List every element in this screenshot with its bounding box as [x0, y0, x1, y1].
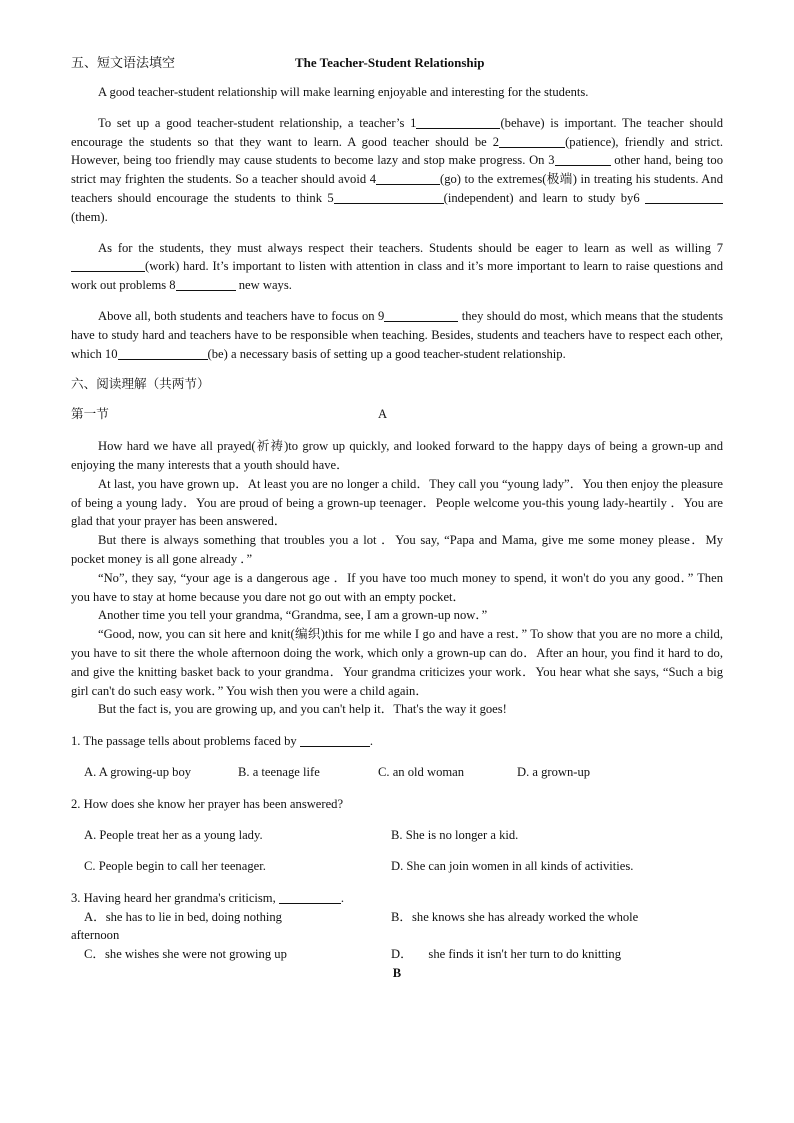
cloze-paragraph-1: To set up a good teacher-student relationship, a teacher’s 1 (behave) is important. The teacher should encourage the students so that they want to learn. A good teacher should be 2 (patience), friendly and strict. However, being too friendly may cause students to become lazy and stop make progress. On 3 other hand, being too strict may frighten the students. So a teacher should avoid 4 (go) to the extremes(极端) in treating his students. And teachers should encourage the students to think 5 (independent) and learn to study by6 (them).	[71, 115, 724, 224]
reading-paragraph: “No”, they say, “your age is a dangerous age ．If you have too much money to spend, it won't do you any good．” Then you have to stay at home because you dare not go out with an empty pocket．	[71, 570, 723, 604]
part-label: 第一节	[71, 407, 109, 422]
reading-paragraph: How hard we have all prayed(祈祷)to grow up quickly, and looked forward to the happy days of being a grown-up and enjoying the many interests that a youth should have．	[71, 439, 723, 472]
blank-7	[71, 258, 145, 272]
question-2-options	[71, 826, 723, 877]
reading-paragraph: At last, you have grown up．At least you are no longer a child．They call you “young lady”．You then enjoy the pleasure of being a young lady．You are proud of being a grown-up teenager．People welcome you-this young lady-heartily ．You are glad that your prayer has been answered．	[71, 476, 723, 529]
option-b[interactable]: B. She is no longer a kid.	[391, 827, 519, 842]
blank-2	[499, 134, 565, 148]
blank-5	[334, 190, 444, 204]
option-c[interactable]: C. People begin to call her teenager.	[84, 859, 266, 874]
option-c[interactable]: C．she wishes she were not growing up	[84, 947, 287, 962]
option-a-wrap: afternoon	[71, 928, 120, 943]
part-header	[71, 405, 723, 425]
blank-6	[645, 190, 723, 204]
passage-title: The Teacher-Student Relationship	[295, 55, 485, 70]
option-b[interactable]: B. a teenage life	[238, 764, 320, 779]
reading-paragraph: “Good, now, you can sit here and knit(编织)this for me while I go and have a rest．” To show that you are no more a child, you have to sit there the whole afternoon doing the work, which only a grown-up can do．After an hour, you find it hard to do, and give the knitting basket back to your grandma．Your grandma criticizes your work．You hear what she says, “Such a big girl can't do such easy work．” You wish then you were a child again．	[71, 627, 723, 698]
blank-10	[118, 346, 208, 360]
passage-label: A	[378, 407, 388, 422]
option-a[interactable]: A. A growing-up boy	[84, 764, 192, 779]
section-5-title: 五、短文语法填空	[71, 55, 176, 70]
question-3-stem: 3. Having heard her grandma's criticism, .	[71, 891, 345, 906]
blank-9	[384, 308, 458, 322]
blank-1	[416, 115, 500, 129]
question-3-options	[71, 908, 723, 927]
option-a[interactable]: A．she has to lie in bed, doing nothing	[84, 909, 282, 924]
option-c[interactable]: C. an old woman	[378, 764, 465, 779]
cloze-paragraph-3: Above all, both students and teachers have to focus on 9 they should do most, which means that the students have to study hard and teachers have to be responsible when teaching. Besides, students and teachers have to respect each other, which 10 (be) a necessary basis of setting up a good teacher-student relationship.	[71, 308, 723, 361]
blank-4	[376, 171, 440, 185]
option-b[interactable]: B．she knows she has already worked the whole	[391, 909, 639, 924]
option-d[interactable]: D. a grown-up	[517, 764, 591, 779]
next-passage-label: B	[392, 965, 402, 980]
question-2-stem: 2. How does she know her prayer has been answered?	[71, 796, 344, 811]
cloze-paragraph-2: As for the students, they must always respect their teachers. Students should be eager to learn as well as willing 7(work) hard. It’s important to listen with attention in class and it’s more important to learn to raise questions and work out problems 8 new ways.	[71, 240, 723, 293]
blank-8	[176, 277, 236, 291]
option-a[interactable]: A. People treat her as a young lady.	[84, 827, 263, 842]
section-6-title: 六、阅读理解（共两节）	[71, 377, 210, 392]
question-1-stem: 1. The passage tells about problems faced by .	[71, 734, 373, 749]
question-1-options	[71, 763, 723, 782]
reading-paragraph: Another time you tell your grandma, “Grandma, see, I am a grown-up now．”	[98, 608, 488, 623]
option-d[interactable]: D． she finds it isn't her turn to do knitting	[391, 947, 621, 962]
reading-paragraph: But the fact is, you are growing up, and you can't help it．That's the way it goes!	[98, 702, 507, 717]
question-3-blank	[279, 890, 341, 904]
reading-paragraph: But there is always something that troubles you a lot ．You say, “Papa and Mama, give me some money please．My pocket money is all gone already ．”	[71, 533, 723, 566]
intro-paragraph: A good teacher-student relationship will make learning enjoyable and interesting for the students.	[98, 85, 589, 99]
question-3-options-cd	[71, 945, 723, 964]
question-1-blank	[300, 733, 370, 747]
blank-3	[555, 152, 611, 166]
option-d[interactable]: D. She can join women in all kinds of activities.	[391, 859, 634, 874]
section-5-header	[71, 52, 723, 74]
worksheet-page	[71, 52, 723, 982]
